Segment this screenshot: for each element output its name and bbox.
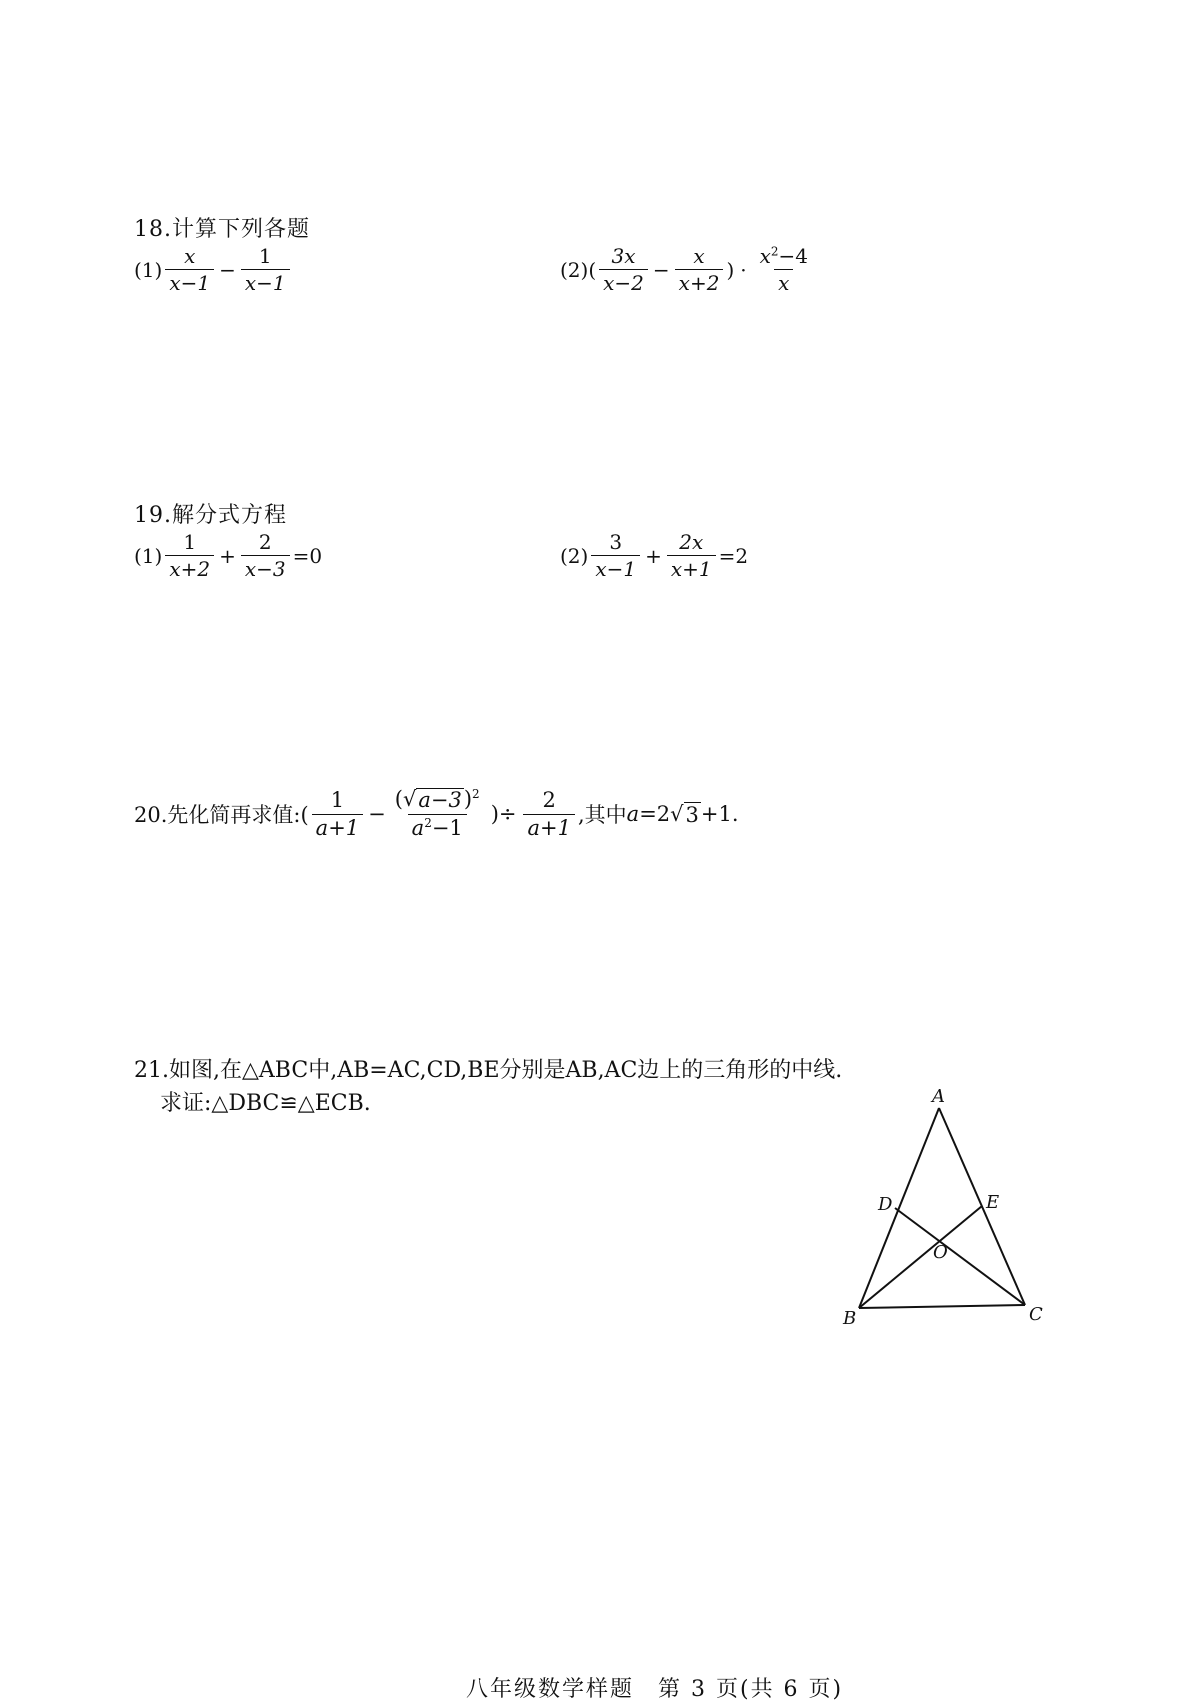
fraction [523, 789, 574, 840]
base: x [759, 244, 771, 268]
q19-part2-label: (2) [560, 543, 589, 568]
denominator: x+2 [165, 555, 214, 580]
vertex-label-a: A [932, 1086, 945, 1107]
denominator: x−1 [241, 269, 290, 294]
open-paren: ( [394, 787, 403, 811]
point-label-d: D [878, 1194, 893, 1215]
fraction [241, 245, 290, 294]
radicand: a−3 [418, 788, 462, 812]
numerator: 1 [330, 787, 345, 812]
fraction [165, 245, 214, 294]
exponent: 2 [472, 787, 480, 801]
triangle-figure [830, 1080, 1060, 1340]
fraction [756, 245, 812, 294]
equals-part: =2 [718, 543, 749, 568]
denominator: x+2 [675, 269, 724, 294]
sqrt-sign-icon: √ [402, 787, 417, 811]
operator: − [652, 257, 670, 282]
fraction [241, 531, 290, 580]
operator: − [368, 802, 386, 827]
numerator: 2 [258, 530, 272, 554]
numerator: 3 [609, 530, 623, 554]
radicand: 3 [685, 802, 699, 827]
operator: − [219, 257, 236, 282]
numerator: 1 [183, 530, 197, 554]
page-footer: 八年级数学样题 第 3 页(共 6 页) [466, 1677, 844, 1702]
q19-part2 [560, 531, 748, 580]
side-ab [859, 1108, 939, 1308]
sqrt-sign-icon: √ [670, 801, 684, 826]
vertex-label-c: C [1029, 1304, 1043, 1325]
q20-suffix-b: =2 [639, 802, 671, 827]
fraction [165, 531, 214, 580]
close-paren-divide: )÷ [490, 802, 517, 827]
sqrt [403, 788, 464, 812]
denominator: x−1 [165, 269, 214, 294]
q18-part1-label: (1) [134, 257, 163, 282]
q21-line2: 求证:△DBC≌△ECB. [160, 1091, 371, 1116]
close-paren: ) [463, 787, 473, 811]
median-be [859, 1206, 982, 1308]
denominator: x−3 [241, 555, 290, 580]
equals-part: =0 [292, 543, 323, 568]
fraction [591, 531, 640, 580]
denominator: a+1 [312, 814, 363, 840]
q20-suffix-a: ,其中 [577, 803, 627, 828]
exponent: 2 [424, 816, 432, 831]
q20-prefix: 20.先化简再求值:( [134, 803, 309, 828]
fraction [312, 789, 363, 840]
numerator: x [693, 244, 705, 268]
q18-part2-label: (2)( [560, 257, 597, 282]
q18-part2 [560, 245, 815, 294]
q18-title: 18.计算下列各题 [134, 217, 310, 242]
q21-line1: 21.如图,在△ABC中,AB=AC,CD,BE分别是AB,AC边上的三角形的中线. [134, 1058, 843, 1083]
side-bc [859, 1305, 1025, 1308]
point-label-o: O [933, 1242, 948, 1263]
denominator: a+1 [523, 814, 574, 840]
denominator: x−2 [599, 269, 648, 294]
point-label-e: E [986, 1192, 1000, 1213]
dot-operator: · [740, 257, 747, 282]
fraction [667, 531, 716, 580]
base: a [411, 816, 425, 841]
operator: + [645, 543, 662, 568]
sqrt [670, 802, 701, 827]
q20-suffix-var: a [626, 802, 640, 827]
numerator: 3x [611, 244, 636, 268]
q19-title: 19.解分式方程 [134, 503, 287, 528]
fraction [391, 788, 484, 840]
vertex-label-b: B [843, 1308, 857, 1329]
operator: + [219, 543, 236, 568]
numerator [756, 245, 812, 269]
numerator-rest: −4 [778, 244, 809, 268]
numerator: 1 [258, 244, 272, 268]
denominator-rest: −1 [431, 816, 463, 841]
q20-expression [134, 788, 739, 840]
denominator: x [774, 269, 793, 294]
q18-part1 [134, 245, 293, 294]
q19-part1 [134, 531, 322, 580]
exponent: 2 [770, 244, 779, 259]
denominator: x+1 [667, 555, 716, 580]
numerator: 2x [679, 530, 704, 554]
q19-part1-label: (1) [134, 543, 163, 568]
q20-suffix-c: +1. [700, 802, 739, 827]
fraction [599, 245, 648, 294]
numerator: 2 [542, 787, 556, 812]
denominator [408, 814, 467, 840]
median-cd [895, 1208, 1025, 1305]
fraction [675, 245, 724, 294]
denominator: x−1 [591, 555, 640, 580]
numerator [391, 788, 484, 814]
numerator: x [184, 244, 196, 268]
close-paren: ) [726, 257, 735, 282]
